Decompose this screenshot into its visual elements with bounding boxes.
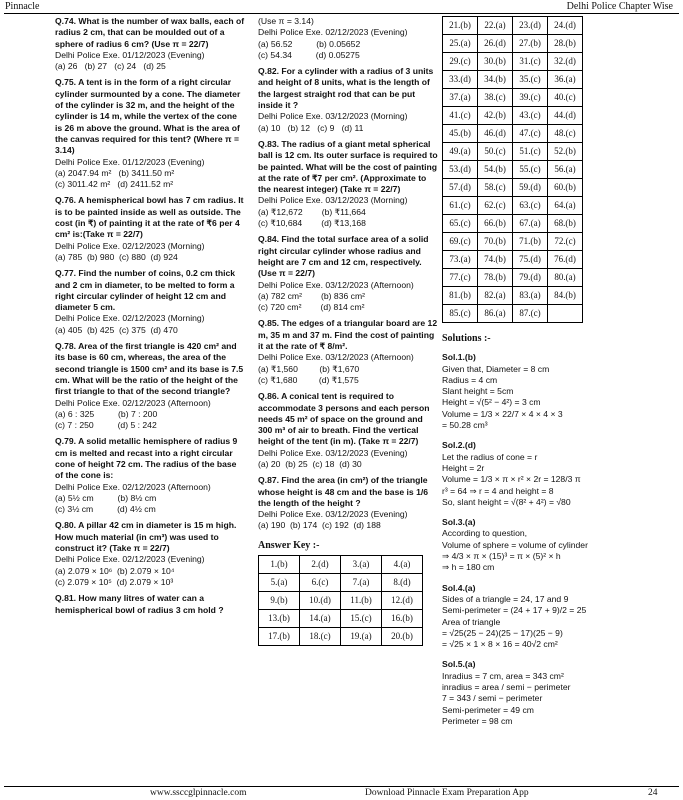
solution-line: ⇒ 4/3 × π × (15)³ = π × (5)² × h <box>442 551 561 562</box>
answer-key-cell: 1.(b) <box>259 556 300 574</box>
answer-key-cell: 3.(a) <box>341 556 382 574</box>
answer-options: (c) ₹10,684 (d) ₹13,168 <box>258 218 366 229</box>
answer-options: (a) 26 (b) 27 (c) 24 (d) 25 <box>55 61 166 72</box>
answer-key-row <box>443 35 583 53</box>
answer-key-cell: 66.(b) <box>478 215 513 233</box>
answer-options: (c) 2.079 × 10⁵ (d) 2.079 × 10³ <box>55 576 174 587</box>
answer-key-cell: 47.(c) <box>513 125 548 143</box>
solution-title: Sol.1.(b) <box>442 352 476 363</box>
exam-source: Delhi Police Exe. 02/12/2023 (Morning) <box>55 240 205 251</box>
answer-options: (a) ₹1,560 (b) ₹1,670 <box>258 363 360 374</box>
solution-line: Volume = 1/3 × π × r² × 2r = 128/3 π <box>442 474 581 485</box>
answer-key-cell: 50.(c) <box>478 143 513 161</box>
question-block <box>258 139 438 229</box>
solution-block <box>442 517 674 573</box>
column-right <box>442 16 674 736</box>
answer-key-cell: 84.(b) <box>548 287 583 305</box>
answer-key-cell: 31.(c) <box>513 53 548 71</box>
answer-key-cell: 46.(d) <box>478 125 513 143</box>
solution-line: = √25 × 1 × 8 × 16 = 40√2 cm² <box>442 639 558 650</box>
answer-key-row <box>443 305 583 323</box>
answer-options: (c) 3011.42 m² (d) 2411.52 m² <box>55 179 174 190</box>
answer-key-cell: 73.(a) <box>443 251 478 269</box>
solution-line: = 50.28 cm³ <box>442 420 488 431</box>
answer-key-cell: 15.(c) <box>341 610 382 628</box>
answer-key-cell: 61.(c) <box>443 197 478 215</box>
question-block <box>258 475 438 531</box>
answer-key-cell: 60.(b) <box>548 179 583 197</box>
answer-key-cell: 54.(b) <box>478 161 513 179</box>
column-middle <box>258 16 438 646</box>
solution-line: inradius = area / semi − perimeter <box>442 682 571 693</box>
answer-key-cell: 13.(b) <box>259 610 300 628</box>
answer-key-cell: 26.(d) <box>478 35 513 53</box>
answer-key-row <box>443 233 583 251</box>
question-text: Q.87. Find the area (in cm²) of the triangle whose height is 48 cm and the base is 1/6 the length of the height ? <box>258 475 429 508</box>
answer-options: (c) 54.34 (d) 0.05275 <box>258 49 360 60</box>
answer-key-row <box>443 215 583 233</box>
solution-line: Perimeter = 98 cm <box>442 715 513 726</box>
answer-key-cell: 34.(b) <box>478 71 513 89</box>
solution-line: Sides of a triangle = 24, 17 and 9 <box>442 593 569 604</box>
exam-source: Delhi Police Exe. 02/12/2023 (Evening) <box>55 554 205 565</box>
answer-key-cell: 32.(d) <box>548 53 583 71</box>
answer-key-cell: 85.(c) <box>443 305 478 323</box>
question-block <box>258 391 438 470</box>
answer-key-cell: 39.(c) <box>513 89 548 107</box>
chapter-title: Delhi Police Chapter Wise <box>566 1 673 12</box>
question-block <box>55 593 245 616</box>
answer-options: (a) 405 (b) 425 (c) 375 (d) 470 <box>55 324 178 335</box>
solution-line: Height = √(5² − 4²) = 3 cm <box>442 397 541 408</box>
answer-key-cell: 28.(b) <box>548 35 583 53</box>
solution-line: Area of triangle <box>442 616 501 627</box>
answer-key-row <box>443 197 583 215</box>
answer-key-row <box>443 143 583 161</box>
answer-key-cell: 80.(a) <box>548 269 583 287</box>
question-block <box>55 16 245 72</box>
answer-options: (a) ₹12,672 (b) ₹11,664 <box>258 206 366 217</box>
answer-key-cell: 65.(c) <box>443 215 478 233</box>
answer-key-table <box>258 555 423 646</box>
solution-line: Inradius = 7 cm, area = 343 cm² <box>442 670 564 681</box>
solution-title: Sol.5.(a) <box>442 659 476 670</box>
answer-key-cell: 48.(c) <box>548 125 583 143</box>
exam-source: Delhi Police Exe. 03/12/2023 (Evening) <box>258 509 408 520</box>
answer-key-cell: 78.(b) <box>478 269 513 287</box>
exam-source: Delhi Police Exe. 03/12/2023 (Afternoon) <box>258 279 414 290</box>
answer-options: (c) 7 : 250 (d) 5 : 242 <box>55 420 157 431</box>
answer-key-row <box>443 17 583 35</box>
answer-key-cell: 40.(c) <box>548 89 583 107</box>
answer-key-row <box>259 574 423 592</box>
answer-key-cell: 42.(b) <box>478 107 513 125</box>
answer-key-table-continued <box>442 16 583 323</box>
answer-key-cell: 16.(b) <box>382 610 423 628</box>
answer-key-row <box>443 89 583 107</box>
answer-key-row <box>259 610 423 628</box>
answer-key-cell: 29.(c) <box>443 53 478 71</box>
answer-key-cell: 44.(d) <box>548 107 583 125</box>
answer-key-cell: 2.(d) <box>300 556 341 574</box>
question-text: Q.81. How many litres of water can a hemispherical bowl of radius 3 cm hold ? <box>55 593 224 615</box>
answer-key-cell: 51.(c) <box>513 143 548 161</box>
answer-key-cell: 35.(c) <box>513 71 548 89</box>
solution-line: Volume of sphere = volume of cylinder <box>442 539 588 550</box>
answer-options: (a) 20 (b) 25 (c) 18 (d) 30 <box>258 458 362 469</box>
answer-key-cell: 25.(a) <box>443 35 478 53</box>
question-block <box>55 520 245 588</box>
solution-line: Slant height = 5cm <box>442 386 514 397</box>
question-block <box>55 436 245 515</box>
answer-key-cell: 56.(a) <box>548 161 583 179</box>
answer-key-cell: 75.(d) <box>513 251 548 269</box>
answer-key-cell: 70.(b) <box>478 233 513 251</box>
answer-key-cell: 7.(a) <box>341 574 382 592</box>
solution-line: = √25(25 − 24)(25 − 17)(25 − 9) <box>442 627 563 638</box>
question-text: Q.83. The radius of a giant metal spherical ball is 12 cm. Its outer surface is required to be painted. What will be the cost of painting at the rate of ₹7 per cm². (Approximate to the nearest integer) (Take π = 22/7) <box>258 138 438 195</box>
question-block <box>55 341 245 431</box>
answer-key-row <box>443 71 583 89</box>
answer-options: (c) ₹1,680 (d) ₹1,575 <box>258 374 359 385</box>
header-divider <box>4 13 679 14</box>
answer-options: (a) 190 (b) 174 (c) 192 (d) 188 <box>258 520 381 531</box>
solution-line: Radius = 4 cm <box>442 374 498 385</box>
exam-source: Delhi Police Exe. 03/12/2023 (Morning) <box>258 111 408 122</box>
answer-options: (c) 720 cm² (d) 814 cm² <box>258 302 365 313</box>
answer-key-cell: 69.(c) <box>443 233 478 251</box>
solution-line: Height = 2r <box>442 462 485 473</box>
answer-key-cell: 41.(c) <box>443 107 478 125</box>
solution-title: Sol.3.(a) <box>442 517 476 528</box>
answer-key-cell: 58.(c) <box>478 179 513 197</box>
solutions-list <box>442 352 674 727</box>
answer-key-cell: 86.(a) <box>478 305 513 323</box>
exam-source: Delhi Police Exe. 03/12/2023 (Evening) <box>258 447 408 458</box>
footer-divider <box>4 786 679 787</box>
exam-source: Delhi Police Exe. 03/12/2023 (Afternoon) <box>258 352 414 363</box>
solution-line: 7 = 343 / semi − perimeter <box>442 693 543 704</box>
answer-key-cell: 63.(c) <box>513 197 548 215</box>
solution-line: Given that, Diameter = 8 cm <box>442 363 550 374</box>
exam-source: (Use π = 3.14) <box>258 16 314 26</box>
solution-title: Sol.2.(d) <box>442 440 476 451</box>
answer-key-cell: 68.(b) <box>548 215 583 233</box>
website-link[interactable]: www.ssccglpinnacle.com <box>150 788 247 798</box>
answer-key-row <box>443 287 583 305</box>
answer-key-cell: 11.(b) <box>341 592 382 610</box>
question-block <box>55 268 245 336</box>
answer-options: (a) 785 (b) 980 (c) 880 (d) 924 <box>55 251 178 262</box>
answer-options: (a) 2047.94 m² (b) 3411.50 m² <box>55 167 175 178</box>
solution-line: r³ = 64 ⇒ r = 4 and height = 8 <box>442 485 554 496</box>
solution-block <box>442 583 674 651</box>
exam-source: Delhi Police Exe. 02/12/2023 (Morning) <box>55 313 205 324</box>
solution-block <box>442 352 674 431</box>
answer-options: (a) 6 : 325 (b) 7 : 200 <box>55 408 158 419</box>
answer-key-row <box>259 556 423 574</box>
answer-options: (a) 782 cm² (b) 836 cm² <box>258 290 365 301</box>
answer-options: (a) 10 (b) 12 (c) 9 (d) 11 <box>258 122 364 133</box>
answer-key-row <box>259 592 423 610</box>
answer-key-row <box>443 107 583 125</box>
answer-key-cell: 45.(b) <box>443 125 478 143</box>
solution-line: Semi-perimeter = 49 cm <box>442 704 534 715</box>
answer-key-cell: 76.(d) <box>548 251 583 269</box>
question-text: Q.77. Find the number of coins, 0.2 cm thick and 2 cm in diameter, to be melted to form a right circular cylinder of height 12 cm and diameter 5 cm. <box>55 268 236 313</box>
answer-key-cell: 82.(a) <box>478 287 513 305</box>
answer-key-cell: 79.(d) <box>513 269 548 287</box>
answer-key-cell: 37.(a) <box>443 89 478 107</box>
answer-key-cell: 21.(b) <box>443 17 478 35</box>
solution-line: Volume = 1/3 × 22/7 × 4 × 4 × 3 <box>442 408 563 419</box>
answer-key-cell: 87.(c) <box>513 305 548 323</box>
solution-line: According to question, <box>442 528 528 539</box>
question-text: Q.84. Find the total surface area of a solid right circular cylinder whose radius and height are 7 cm and 12 cm, respectively. (Use π = 22/7) <box>258 234 429 279</box>
answer-key-cell: 72.(c) <box>548 233 583 251</box>
question-text: Q.75. A tent is in the form of a right circular cylinder surmounted by a cone. The diameter of the cylinder is 32 m, and the height of the cylinder is 14 m, while the vertex of the cone is 26 m above the ground. What is the area of the canvas required for this tent? (Where π = 3.14) <box>55 77 241 156</box>
page-number: 24 <box>648 788 658 798</box>
answer-key-cell: 83.(a) <box>513 287 548 305</box>
solution-line: Let the radius of cone = r <box>442 451 538 462</box>
solution-title: Sol.4.(a) <box>442 582 476 593</box>
answer-key-cell: 77.(c) <box>443 269 478 287</box>
answer-key-cell: 33.(d) <box>443 71 478 89</box>
solution-line: ⇒ h = 180 cm <box>442 562 495 573</box>
answer-key-cell: 38.(c) <box>478 89 513 107</box>
answer-key-cell: 59.(d) <box>513 179 548 197</box>
question-text: Q.76. A hemispherical bowl has 7 cm radius. It is to be painted inside as well as outside. The cost (in ₹) of painting it at the rate of ₹6 per 4 cm² is:(Take π = 22/7) <box>55 195 244 240</box>
answer-key-cell: 81.(b) <box>443 287 478 305</box>
answer-key-cell: 10.(d) <box>300 592 341 610</box>
answer-options: Delhi Police Exe. 02/12/2023 (Evening) <box>258 27 408 38</box>
answer-key-cell: 53.(d) <box>443 161 478 179</box>
column-left <box>55 16 245 621</box>
answer-key-cell: 30.(b) <box>478 53 513 71</box>
answer-key-row <box>443 251 583 269</box>
exam-source: Delhi Police Exe. 02/12/2023 (Afternoon) <box>55 481 211 492</box>
answer-key-cell: 62.(c) <box>478 197 513 215</box>
answer-key-cell: 74.(b) <box>478 251 513 269</box>
answer-key-cell: 67.(a) <box>513 215 548 233</box>
answer-key-cell: 23.(d) <box>513 17 548 35</box>
solution-line: Semi-perimeter = (24 + 17 + 9)/2 = 25 <box>442 605 587 616</box>
question-block <box>258 66 438 134</box>
brand-name: Pinnacle <box>5 1 40 12</box>
answer-key-title: Answer Key :- <box>258 539 320 551</box>
answer-key-row <box>443 269 583 287</box>
answer-key-row <box>443 53 583 71</box>
question-text: Q.82. For a cylinder with a radius of 3 units and height of 8 units, what is the length of the largest straight rod that can be put inside it ? <box>258 66 434 111</box>
answer-key-cell: 49.(a) <box>443 143 478 161</box>
answer-options: (a) 56.52 (b) 0.05652 <box>258 38 361 49</box>
question-block <box>55 195 245 263</box>
answer-key-cell: 8.(d) <box>382 574 423 592</box>
question-text: Q.74. What is the number of wax balls, each of radius 2 cm, that can be moulded out of a sphere of radius 6 cm? (Use π = 22/7) <box>55 16 245 49</box>
exam-source: Delhi Police Exe. 03/12/2023 (Morning) <box>258 195 408 206</box>
answer-options: (c) 3½ cm (d) 4½ cm <box>55 504 156 515</box>
answer-key-cell: 43.(c) <box>513 107 548 125</box>
answer-key-cell: 71.(b) <box>513 233 548 251</box>
answer-key-cell: 20.(b) <box>382 628 423 646</box>
question-block <box>258 318 438 386</box>
answer-key-row <box>443 179 583 197</box>
answer-key-cell: 19.(a) <box>341 628 382 646</box>
exam-source: Delhi Police Exe. 01/12/2023 (Evening) <box>55 156 205 167</box>
app-promo: Download Pinnacle Exam Preparation App <box>365 788 529 798</box>
answer-options: (a) 5½ cm (b) 8½ cm <box>55 492 157 503</box>
solution-block <box>442 440 674 508</box>
answer-key-cell: 6.(c) <box>300 574 341 592</box>
answer-key-cell: 4.(a) <box>382 556 423 574</box>
solutions-title: Solutions :- <box>442 333 491 344</box>
answer-key-cell: 22.(a) <box>478 17 513 35</box>
question-text: Q.85. The edges of a triangular board are 12 m, 35 m and 37 m. Find the cost of painting it at the rate of ₹ 8/m². <box>258 318 438 352</box>
answer-key-cell: 17.(b) <box>259 628 300 646</box>
page-header <box>0 0 683 14</box>
question-block <box>55 77 245 190</box>
exam-source: Delhi Police Exe. 02/12/2023 (Afternoon) <box>55 397 211 408</box>
answer-key-cell: 36.(a) <box>548 71 583 89</box>
answer-key-cell <box>548 305 583 323</box>
answer-key-cell: 18.(c) <box>300 628 341 646</box>
exam-source: Delhi Police Exe. 01/12/2023 (Evening) <box>55 49 205 60</box>
answer-key-cell: 64.(a) <box>548 197 583 215</box>
solution-line: So, slant height = √(8² + 4²) = √80 <box>442 496 571 507</box>
answer-key-row <box>259 628 423 646</box>
question-text: Q.78. Area of the first triangle is 420 cm² and its base is 60 cm, whereas, the area of the second triangle is 1500 cm² and its base is 7.5 cm. What will be the ratio of the height of the first triangle to that of the second triangle? <box>55 341 244 397</box>
question-text: Q.80. A pillar 42 cm in diameter is 15 m high. How much material (in cm³) was used to construct it? (Take π = 22/7) <box>55 520 237 554</box>
answer-key-cell: 5.(a) <box>259 574 300 592</box>
answer-options: (a) 2.079 × 10⁶ (b) 2.079 × 10⁴ <box>55 565 175 576</box>
answer-key-cell: 57.(d) <box>443 179 478 197</box>
answer-key-cell: 14.(a) <box>300 610 341 628</box>
answer-key-row <box>443 125 583 143</box>
answer-key-cell: 52.(b) <box>548 143 583 161</box>
question-block <box>258 234 438 313</box>
question-text: Q.86. A conical tent is required to accommodate 3 persons and each person needs 45 m² of space on the ground and 300 m³ of air to breath. Find the vertical height of the tent (in m). (Take π = 22/7) <box>258 391 430 447</box>
question-text: Q.79. A solid metallic hemisphere of radius 9 cm is melted and recast into a right circular cone of height 72 cm. The radius of the base of the cone is: <box>55 436 238 481</box>
answer-key-cell: 24.(d) <box>548 17 583 35</box>
answer-key-cell: 12.(d) <box>382 592 423 610</box>
question-block <box>258 16 438 61</box>
answer-key-row <box>443 161 583 179</box>
answer-key-cell: 55.(c) <box>513 161 548 179</box>
answer-key-cell: 27.(b) <box>513 35 548 53</box>
solution-block <box>442 659 674 727</box>
answer-key-cell: 9.(b) <box>259 592 300 610</box>
